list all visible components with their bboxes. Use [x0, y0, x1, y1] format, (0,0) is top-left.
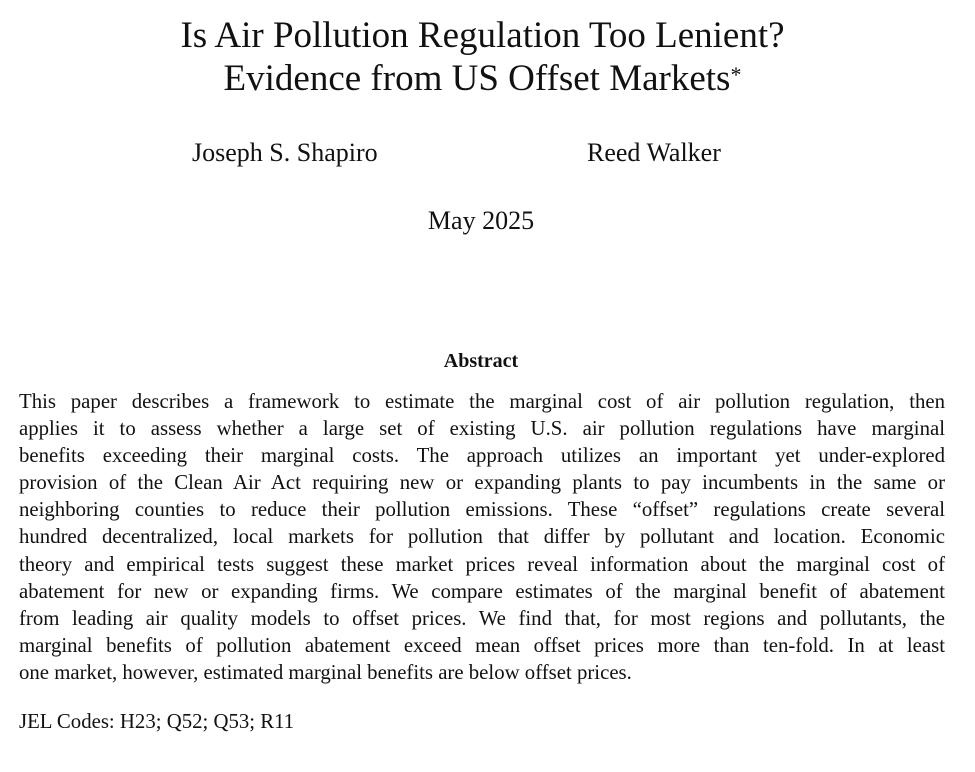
abstract-line: applies it to assess whether a large set of existing U.S. air pollution regulations have marginal [19, 417, 945, 441]
abstract-line: theory and empirical tests suggest these market prices reveal information about the marginal cost of [19, 552, 945, 576]
abstract-line: from leading air quality models to offset prices. We find that, for most regions and pollutants, the [19, 606, 945, 630]
abstract-line: abatement for new or expanding firms. We compare estimates of the marginal benefit of abatement [19, 579, 945, 603]
abstract-line: benefits exceeding their marginal costs. The approach utilizes an important yet under-explored [19, 444, 945, 468]
author-name: Joseph S. Shapiro [192, 138, 378, 167]
paper-title [0, 14, 965, 100]
abstract-heading: Abstract [443, 350, 519, 372]
abstract-line: This paper describes a framework to estimate the marginal cost of air pollution regulation, then [19, 390, 945, 413]
title-line-1: Is Air Pollution Regulation Too Lenient? [180, 15, 785, 56]
abstract-line: neighboring counties to reduce their pollution emissions. These “offset” regulations create several [19, 498, 945, 522]
abstract-line: hundred decentralized, local markets for pollution that differ by pollutant and location. Economic [19, 525, 945, 549]
author-name: Reed Walker [587, 138, 721, 167]
publication-date: May 2025 [427, 206, 535, 235]
abstract-line: one market, however, estimated marginal benefits are below offset prices. [19, 660, 632, 684]
abstract-line: provision of the Clean Air Act requiring new or expanding plants to pay incumbents in the same or [19, 471, 945, 495]
abstract-line: marginal benefits of pollution abatement exceed mean offset prices more than ten-fold. In at least [19, 633, 945, 657]
title-line-2: Evidence from US Offset Markets [223, 58, 731, 99]
jel-codes: JEL Codes: H23; Q52; Q53; R11 [19, 710, 295, 733]
title-footnote-mark: * [730, 62, 742, 87]
abstract-text [19, 388, 945, 686]
